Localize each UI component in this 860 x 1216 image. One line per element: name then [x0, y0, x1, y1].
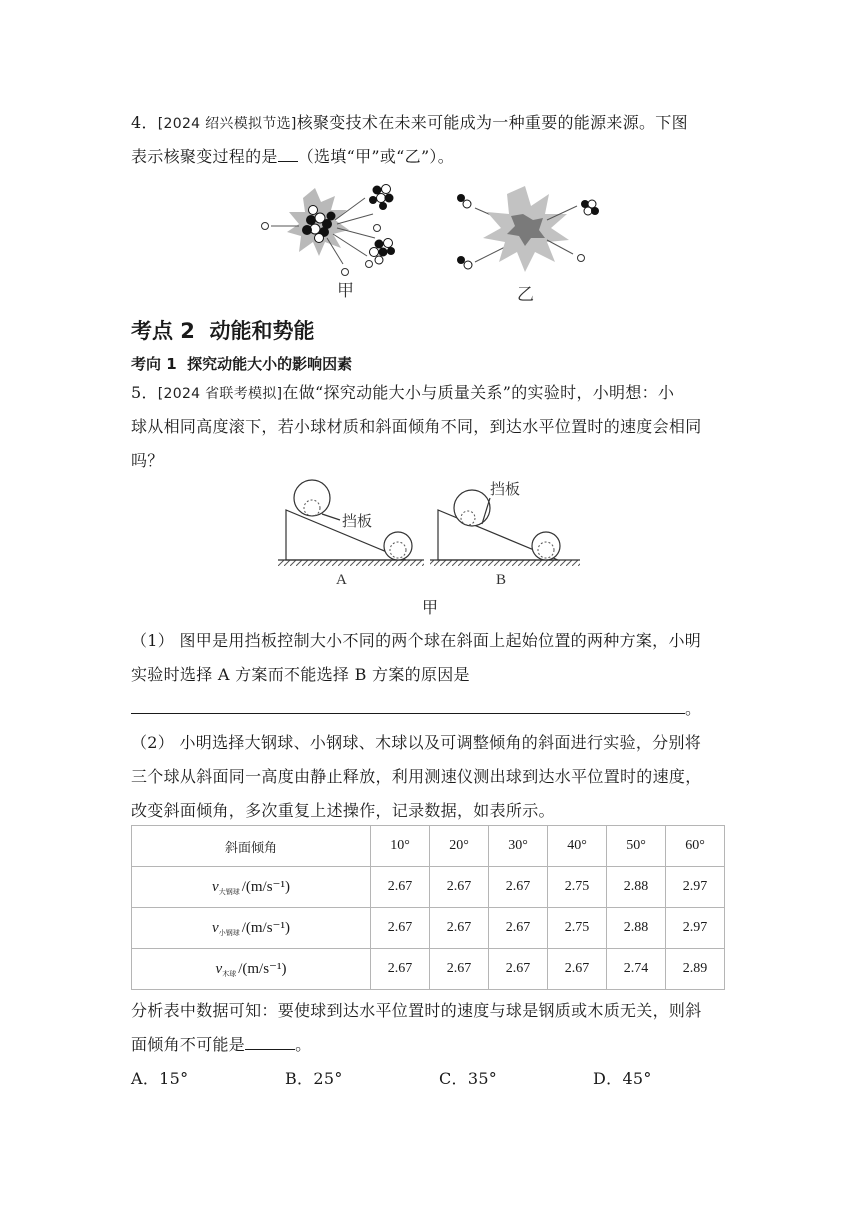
fission-diagram-jia [262, 185, 396, 276]
q4-line1 [131, 106, 688, 141]
table-cell: 2.67 [430, 908, 489, 949]
option-value: 35° [467, 1069, 498, 1088]
analysis-line2 [131, 1028, 311, 1062]
table-cell: 2.67 [489, 949, 548, 990]
q5-line2: 球从相同高度滚下，若小球材质和斜面倾角不同，到达水平位置时的速度会相同 [131, 417, 702, 436]
table-header-cell: 50° [607, 826, 666, 867]
board-label-a: 挡板 [342, 512, 373, 530]
table-cell: 2.67 [430, 949, 489, 990]
q5-line1 [131, 376, 674, 411]
option-key: D． [593, 1069, 623, 1088]
table-row [132, 867, 725, 908]
row-label-small-steel: $v_{小钢球}$ /(m/s⁻¹) [132, 908, 371, 949]
table-header-cell: 40° [548, 826, 607, 867]
part2-line3: 改变斜面倾角，多次重复上述操作，记录数据，如表所示。 [131, 801, 555, 820]
table-header-cell: 30° [489, 826, 548, 867]
analysis-end: 。 [295, 1035, 312, 1054]
figure-label-yi: 乙 [517, 285, 534, 305]
row-label-big-steel: $v_{大钢球}$ /(m/s⁻¹) [132, 867, 371, 908]
table-header-cell: 20° [430, 826, 489, 867]
table-cell: 2.67 [489, 908, 548, 949]
q4-number: 4． [131, 113, 158, 132]
q4-text-a: 核聚变技术在未来可能成为一种重要的能源来源。下图 [296, 113, 688, 132]
table-cell: 2.67 [430, 867, 489, 908]
part1-line1: （1） 图甲是用挡板控制大小不同的两个球在斜面上起始位置的两种方案，小明 [131, 631, 702, 650]
option-value: 45° [622, 1069, 652, 1088]
option-key: B． [285, 1069, 314, 1088]
row-label-wood: $v_{木球}$ /(m/s⁻¹) [132, 949, 371, 990]
option-d[interactable] [593, 1062, 652, 1096]
analysis-text: 面倾角不可能是 [131, 1035, 246, 1054]
incline-scheme-a [278, 480, 424, 588]
table-cell: 2.67 [548, 949, 607, 990]
q4-source: [2024 绍兴模拟节选] [157, 116, 297, 132]
table-header-cell: 60° [666, 826, 725, 867]
section-subtitle: 考向 1 探究动能大小的影响因素 [131, 355, 353, 373]
table-cell: 2.88 [607, 908, 666, 949]
part2-line1: （2） 小明选择大钢球、小钢球、木球以及可调整倾角的斜面进行实验，分别将 [131, 733, 702, 752]
table-cell: 2.67 [371, 867, 430, 908]
q5-number: 5． [131, 383, 158, 402]
q4-line2 [131, 140, 454, 174]
part1-answer-line [131, 692, 701, 726]
table-cell: 2.67 [489, 867, 548, 908]
table-row [132, 949, 725, 990]
table-row [132, 908, 725, 949]
q4-text-b: 表示核聚变过程的是 [131, 147, 278, 166]
part1-answer-blank[interactable] [131, 693, 685, 714]
analysis-line1: 分析表中数据可知：要使球到达水平位置时的速度与球是钢质或木质无关，则斜 [131, 1001, 702, 1020]
scheme-label-a: A [336, 572, 347, 588]
option-a[interactable] [131, 1062, 188, 1096]
figure-caption-jia: 甲 [422, 598, 439, 617]
table-header-cell: 10° [371, 826, 430, 867]
incline-figure [278, 470, 596, 588]
option-value: 25° [313, 1069, 343, 1088]
q4-answer-blank[interactable] [278, 161, 298, 162]
q5-source: [2024 省联考模拟] [157, 386, 283, 402]
speed-table [131, 825, 725, 990]
table-cell: 2.67 [371, 949, 430, 990]
table-cell: 2.97 [666, 867, 725, 908]
part1-end: 。 [685, 699, 702, 718]
option-c[interactable] [439, 1062, 497, 1096]
q4-text-c: （选填“甲”或“乙”）。 [297, 147, 455, 166]
option-b[interactable] [285, 1062, 343, 1096]
table-cell: 2.74 [607, 949, 666, 990]
analysis-answer-blank[interactable] [245, 1049, 295, 1050]
table-cell: 2.67 [371, 908, 430, 949]
part1-line2: 实验时选择 A 方案而不能选择 B 方案的原因是 [131, 665, 470, 684]
table-header-row [132, 826, 725, 867]
fusion-diagram-yi [457, 186, 599, 272]
table-cell: 2.89 [666, 949, 725, 990]
part2-line2: 三个球从斜面同一高度由静止释放，利用测速仪测出球到达水平位置时的速度， [131, 767, 702, 786]
table-header-label: 斜面倾角 [132, 826, 371, 867]
board-label-b: 挡板 [490, 480, 521, 498]
option-key: A． [131, 1069, 160, 1088]
table-cell: 2.97 [666, 908, 725, 949]
scheme-label-b: B [496, 572, 507, 588]
section-title: 考点 2 动能和势能 [131, 319, 315, 343]
q5-line3: 吗？ [131, 451, 164, 470]
figure-label-jia: 甲 [337, 281, 354, 301]
table-cell: 2.75 [548, 867, 607, 908]
fusion-figure [255, 180, 605, 306]
table-cell: 2.75 [548, 908, 607, 949]
table-cell: 2.88 [607, 867, 666, 908]
option-key: C． [439, 1069, 468, 1088]
q5-text-1: 在做“探究动能大小与质量关系”的实验时，小明想：小 [282, 383, 675, 402]
option-value: 15° [159, 1069, 189, 1088]
incline-scheme-b [430, 480, 580, 588]
